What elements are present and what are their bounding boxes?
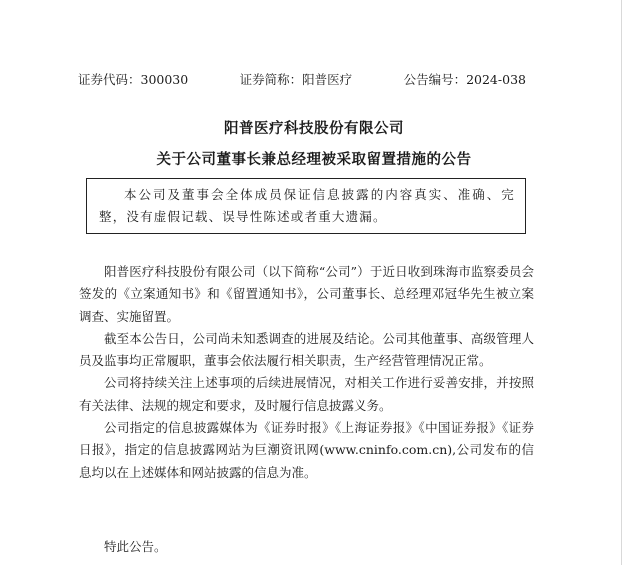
- disclaimer-box: [86, 178, 526, 234]
- body-paragraph: 公司指定的信息披露媒体为《证券时报》《上海证券报》《中国证券报》《证券日报》，指定的信息披露网站为巨潮资讯网(www.cninfo.com.cn),公司发布的信息均以在上述媒体和网站披露的信息为准。: [79, 420, 534, 480]
- body-paragraph: 截至本公告日，公司尚未知悉调查的进展及结论。公司其他董事、高级管理人员及监事均正常履职，董事会依法履行相关职责，生产经营管理情况正常。: [79, 330, 534, 369]
- body-paragraph: 阳普医疗科技股份有限公司（以下简称“公司”）于近日收到珠海市监察委员会签发的《立案通知书》和《留置通知书》，公司董事长、总经理邓冠华先生被立案调查、实施留置。: [79, 264, 534, 324]
- page-edge-divider: [621, 0, 622, 565]
- closing-statement: 特此公告。: [104, 539, 167, 554]
- announcement-header: [78, 70, 526, 88]
- announcement-body: [79, 261, 534, 484]
- announcement-title: 关于公司董事长兼总经理被采取留置措施的公告: [156, 151, 472, 168]
- company-name: 阳普医疗科技股份有限公司: [224, 120, 404, 137]
- announcement-number: 公告编号：2024-038: [403, 72, 526, 87]
- stock-code: 证券代码：300030: [78, 72, 189, 87]
- stock-abbreviation: 证券简称：阳普医疗: [239, 72, 353, 87]
- disclaimer-text: 本公司及董事会全体成员保证信息披露的内容真实、准确、完整，没有虚假记载、误导性陈述或者重大遗漏。: [99, 187, 515, 224]
- body-paragraph: 公司将持续关注上述事项的后续进展情况，对相关工作进行妥善安排，并按照有关法律、法规的规定和要求，及时履行信息披露义务。: [79, 375, 534, 413]
